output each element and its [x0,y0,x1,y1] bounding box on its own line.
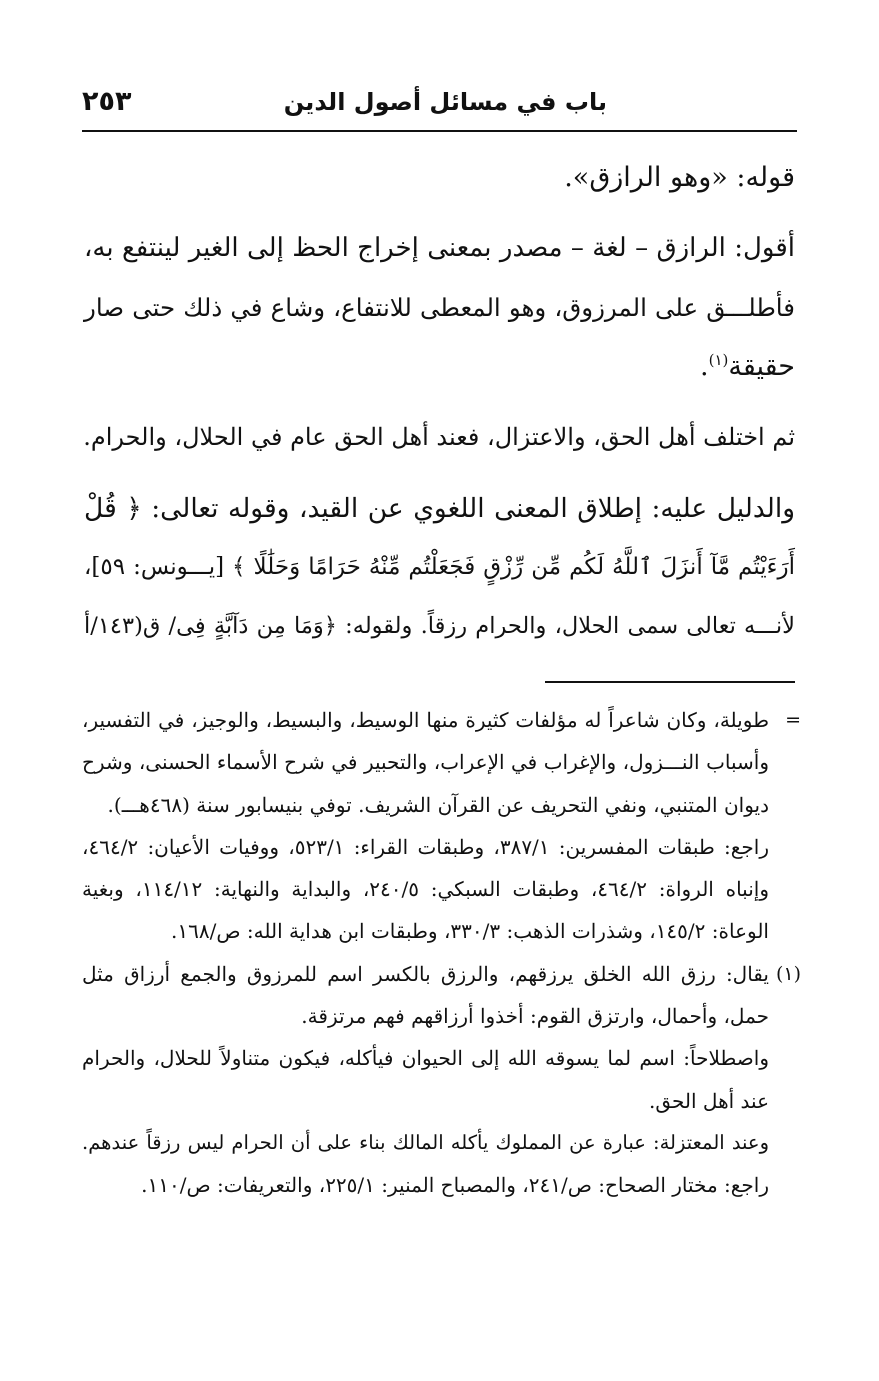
main-text-line [84,538,795,597]
main-text-line-text: ثم اختلف أهل الحق، والاعتزال، فعند أهل الحق عام في الحلال، والحرام. [83,423,795,451]
footnote-line-text: طويلة، وكان شاعراً له مؤلفات كثيرة منها الوسيط، والبسيط، والوجيز، في التفسير، [82,708,769,732]
main-text-line-text: قوله: «وهو الرازق». [564,162,795,193]
footnote-line [82,953,801,995]
footnote-line-text: ديوان المتنبي، ونفي التحريف عن القرآن الشريف. توفي بنيسابور سنة (٤٦٨هـــ). [107,792,769,817]
footnote-line-text: حمل، وأحمال، وارتزق القوم: أخذوا أرزاقهم فهم مرتزقة. [301,1004,769,1029]
main-text-line-text: أقول: الرازق – لغة – مصدر بمعنى إخراج الحظ إلى الغير لينتفع به، [84,233,795,263]
footnote-separator [545,681,795,683]
main-text-line-tail: . [699,351,709,382]
footnote-line-text: واصطلاحاً: اسم لما يسوقه الله إلى الحيوان فيأكله، فيكون متناولاً للحلال، والحرام [82,1046,769,1071]
footnote-marker: = [785,709,801,731]
footnote-line [82,784,797,826]
footnote-line [82,995,797,1037]
footnote-line-text: وأسباب النـــزول، والإغراب في الإعراب، والتحبير في شرح الأسماء الحسنى، وشرح [82,750,769,775]
footnote-line [82,741,797,783]
main-text [84,148,795,656]
paragraph-gap [84,396,795,408]
footnote-line [82,910,797,952]
footnote-line-text: راجع: مختار الصحاح: ص/٢٤١، والمصباح المنير: ٢٢٥/١، والتعريفات: ص/١١٠. [141,1173,769,1198]
footnote-line [82,1164,797,1206]
chapter-title: باب في مسائل أصول الدين [283,88,607,116]
footnote-reference[interactable]: (١) [708,351,729,369]
main-text-line [84,408,795,467]
footnote-line-text: وإنباه الرواة: ٤٦٤/٢، وطبقات السبكي: ٢٤٠/٥، والبداية والنهاية: ١١٤/١٢، وبغية [82,877,769,902]
running-head [82,84,797,132]
footnote-line-text: عند أهل الحق. [648,1088,769,1113]
main-text-line [84,278,795,337]
main-text-line [84,597,795,656]
paragraph-gap [84,467,795,479]
main-text-line [84,337,795,396]
footnote-line-text: راجع: طبقات المفسرين: ٣٨٧/١، وطبقات القراء: ٥٢٣/١، ووفيات الأعيان: ٤٦٤/٢، [82,834,770,859]
main-text-line-text: أَرَءَيْتُم مَّآ أَنزَلَ ٱللَّهُ لَكُم مِّن رِّزْقٍ فَجَعَلْتُم مِّنْهُ حَرَامًا وَحَلَٰلًا ﴾ [يـــونس: ٥٩]، [84,554,795,580]
footnote-line [82,868,797,910]
footnote-line [82,699,801,741]
main-text-line-text: والدليل عليه: إطلاق المعنى اللغوي عن القيد، وقوله تعالى: ﴿ قُلْ [84,493,795,524]
main-text-line [84,219,795,278]
footnote-line-text: الوعاة: ١٤٥/٢، وشذرات الذهب: ٣٣٠/٣، وطبقات ابن هداية الله: ص/١٦٨. [171,919,769,944]
footnote-line-text: يقال: رزق الله الخلق يرزقهم، والرزق بالكسر اسم للمرزوق والجمع أرزاق مثل [82,961,769,986]
footnotes [82,699,801,1207]
footnote-marker: (١) [775,962,801,985]
footnote-line [82,1122,797,1164]
paragraph-gap [84,207,795,219]
main-text-line [84,479,795,538]
main-text-line-text: حقيقة [728,351,795,382]
main-text-line-text: فأطلـــق على المرزوق، وهو المعطى للانتفاع، وشاع في ذلك حتى صار [84,293,795,322]
footnote-line [82,1037,797,1079]
main-text-line [84,148,795,207]
footnote-line [82,1080,797,1122]
main-text-line-text: لأنـــه تعالى سمى الحلال، والحرام رزقاً. ولقوله: ﴿وَمَا مِن دَآبَّةٍ فِى/ ق(١٤٣/أ [84,613,795,639]
footnote-line [82,826,797,868]
footnote-line-text: وعند المعتزلة: عبارة عن المملوك يأكله المالك بناء على أن الحرام ليس رزقاً عندهم. [82,1130,769,1154]
page-number: ٢٥٣ [82,86,132,117]
